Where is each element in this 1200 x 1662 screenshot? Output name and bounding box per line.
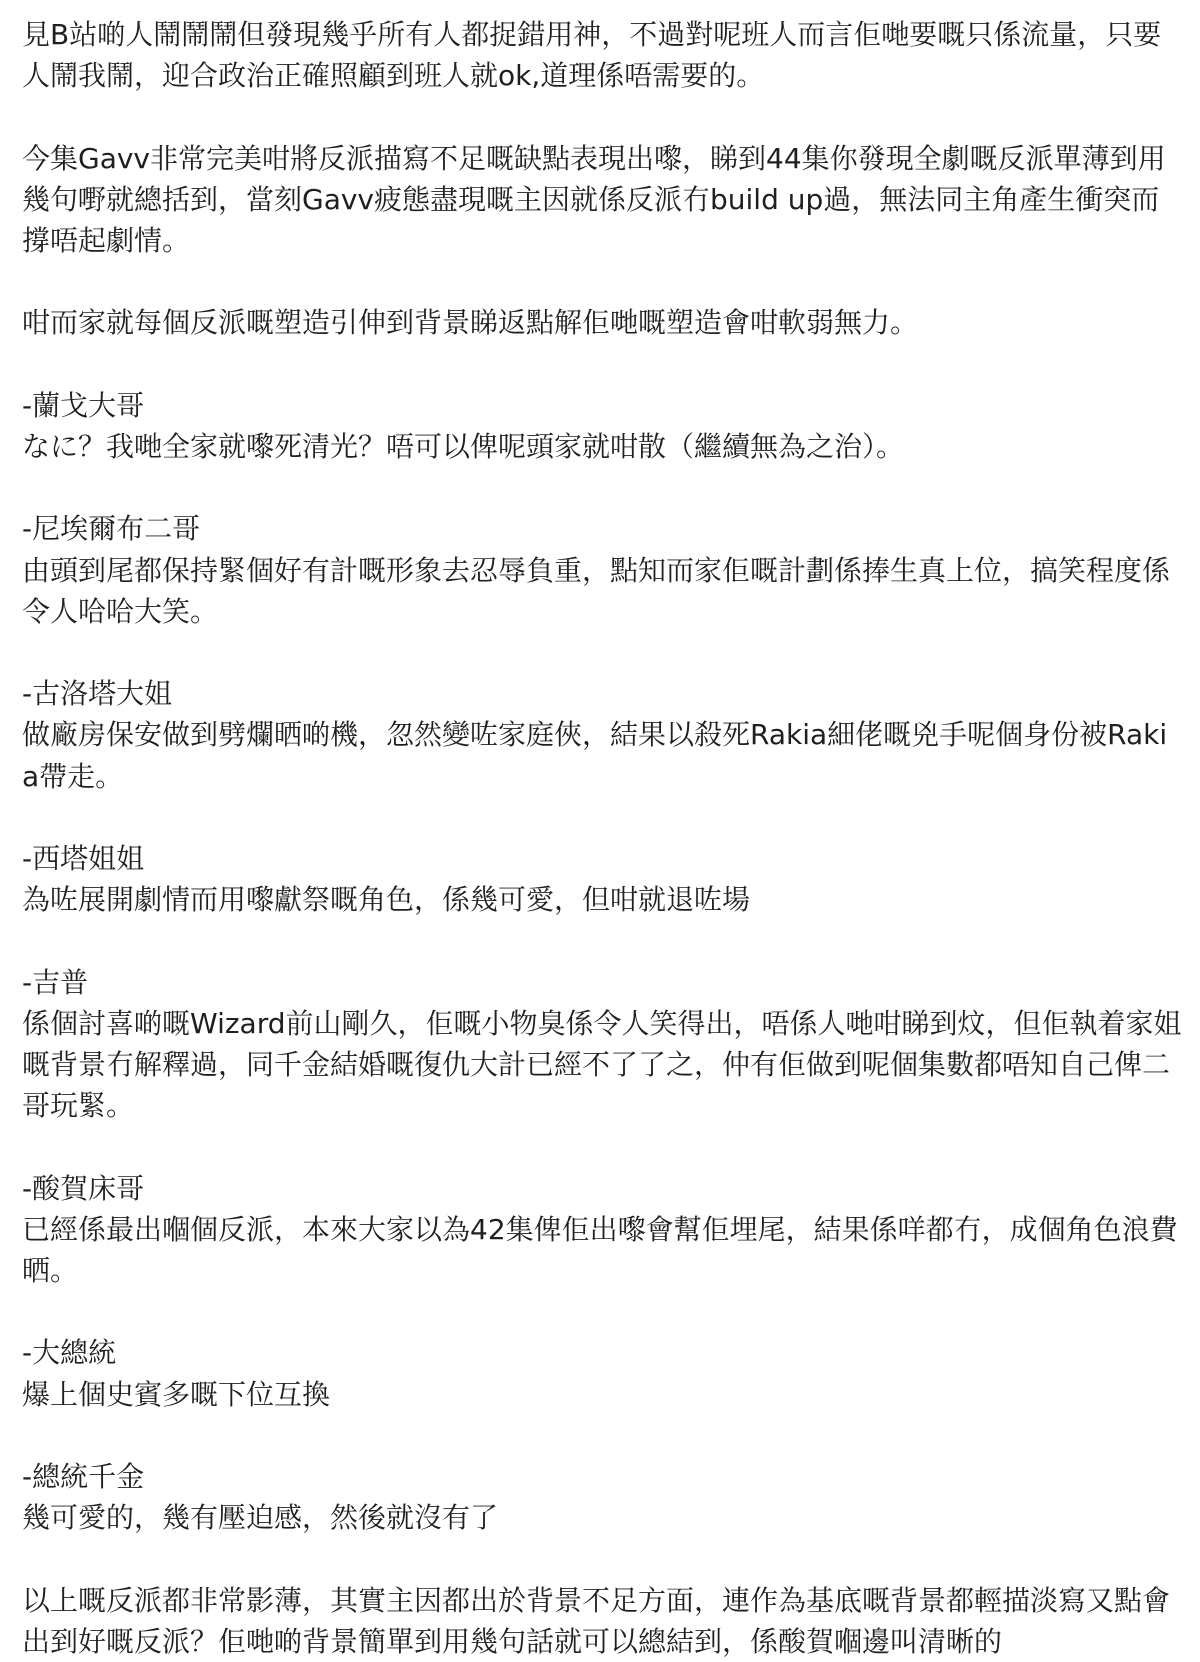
villain-entry-shita <box>22 838 1182 920</box>
villain-name: -尼埃爾布二哥 <box>22 512 201 546</box>
villain-description: 已經係最出嗰個反派，本來大家以為42集俾佢出嚟會幫佢埋尾，結果係咩都冇，成個角色浪費晒。 <box>22 1212 1178 1287</box>
villain-name: -蘭戈大哥 <box>22 388 145 422</box>
villain-entry-nyelv <box>22 508 1182 632</box>
villain-name: -總統千金 <box>22 1459 145 1493</box>
post-body <box>22 14 1182 1662</box>
villain-entry-lango <box>22 385 1182 467</box>
villain-description: 爆上個史賓多嘅下位互換 <box>22 1377 331 1411</box>
villain-name: -西塔姐姐 <box>22 841 145 875</box>
villain-entry-president-daughter <box>22 1456 1182 1538</box>
closing-paragraph: 以上嘅反派都非常影薄，其實主因都出於背景不足方面，連作為基底嘅背景都輕描淡寫又點會出到好嘅反派？佢哋啲背景簡單到用幾句話就可以總結到，係酸賀嗰邊叫清晰的 <box>22 1583 1171 1658</box>
villain-name: -大總統 <box>22 1336 117 1370</box>
villain-entry-souga <box>22 1168 1182 1292</box>
intro-paragraph-1: 見B站啲人鬧鬧鬧但發現幾乎所有人都捉錯用神，不過對呢班人而言佢哋要嘅只係流量，只要人鬧我鬧，迎合政治正確照顧到班人就ok,道理係唔需要的。 <box>22 18 1162 93</box>
villain-description: 由頭到尾都保持緊個好有計嘅形象去忍辱負重，點知而家佢嘅計劃係捧生真上位，搞笑程度係令人哈哈大笑。 <box>22 553 1171 628</box>
villain-description: 係個討喜啲嘅Wizard前山剛久，佢嘅小物臭係令人笑得出，唔係人哋咁睇到炆，但佢執着家姐嘅背景冇解釋過，同千金結婚嘅復仇大計已經不了了之，仲有佢做到呢個集數都唔知自己俾二哥玩緊。 <box>22 1006 1182 1123</box>
villain-name: -酸賀床哥 <box>22 1171 145 1205</box>
villain-name: -古洛塔大姐 <box>22 677 173 711</box>
villain-description: なに？我哋全家就嚟死清光？唔可以俾呢頭家就咁散（繼續無為之治）。 <box>22 429 905 463</box>
intro-paragraph-2: 今集Gavv非常完美咁將反派描寫不足嘅缺點表現出嚟，睇到44集你發現全劇嘅反派單薄到用幾句嘢就總括到，當刻Gavv疲態盡現嘅主因就係反派冇build up過，無法同主角產生衝突而撐唔起劇情。 <box>22 141 1166 257</box>
villain-entry-glotta <box>22 673 1182 797</box>
villain-name: -吉普 <box>22 965 89 999</box>
intro-paragraph-3: 咁而家就每個反派嘅塑造引伸到背景睇返點解佢哋嘅塑造會咁軟弱無力。 <box>22 306 919 340</box>
villain-entry-president <box>22 1332 1182 1414</box>
villain-description: 做廠房保安做到劈爛晒啲機，忽然變咗家庭俠，結果以殺死Rakia細佬嘅兇手呢個身份被Rakia帶走。 <box>22 718 1168 793</box>
villain-description: 幾可愛的，幾有壓迫感，然後就沒有了 <box>22 1501 499 1535</box>
villain-entry-jeeb <box>22 962 1182 1127</box>
villain-description: 為咗展開劇情而用嚟獻祭嘅角色，係幾可愛，但咁就退咗場 <box>22 883 751 917</box>
